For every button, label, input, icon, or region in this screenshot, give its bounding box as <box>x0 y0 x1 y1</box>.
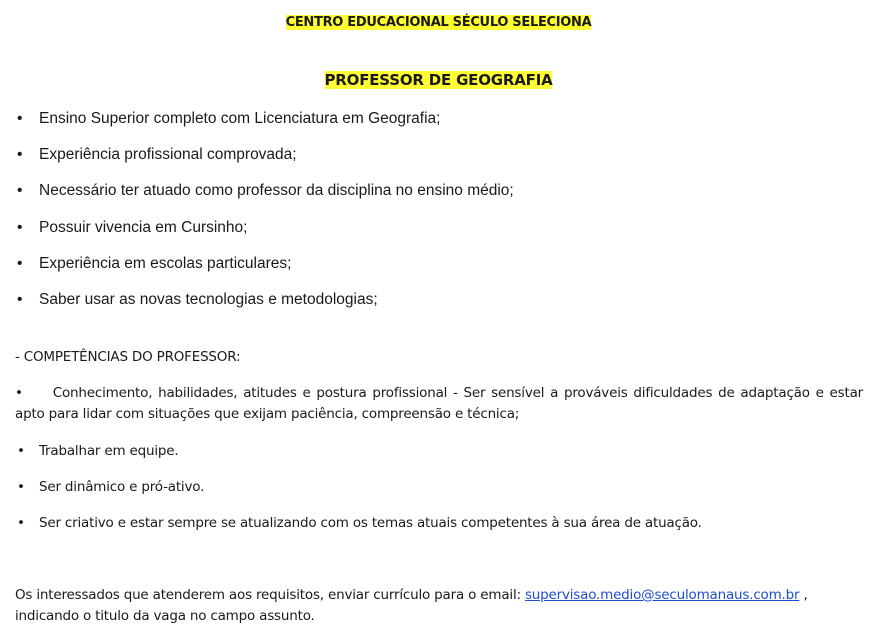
competency-text: Ser criativo e estar sempre se atualizando com os temas atuais competentes à sua área de atuação. <box>39 515 702 531</box>
bullet-icon: • <box>17 291 23 308</box>
competency-text: Ser dinâmico e pró-ativo. <box>39 479 205 495</box>
competency-first-text: Conhecimento, habilidades, atitudes e postura profissional - Ser sensível a prováveis dificuldades de adaptação e estar apto para lidar com situações que exijam paciência, compreensão e técnica; <box>15 385 863 422</box>
bullet-icon: • <box>17 110 23 127</box>
email-link[interactable]: supervisao.medio@seculomanaus.com.br <box>524 587 800 603</box>
bullet-icon: • <box>17 182 23 199</box>
requirement-text: Experiência em escolas particulares; <box>39 255 292 272</box>
requirement-text: Ensino Superior completo com Licenciatura em Geografia; <box>39 110 441 127</box>
bullet-icon: • <box>17 515 25 531</box>
competencies-heading: - COMPETÊNCIAS DO PROFESSOR: <box>15 349 241 365</box>
contact-before: Os interessados que atenderem aos requisitos, enviar currículo para o email: <box>15 587 525 603</box>
bullet-icon: • <box>17 479 25 495</box>
position-title <box>0 71 877 89</box>
competency-text: Trabalhar em equipe. <box>39 443 179 459</box>
contact-paragraph <box>15 585 863 627</box>
requirement-text: Possuir vivencia em Cursinho; <box>39 219 248 236</box>
requirement-text: Necessário ter atuado como professor da disciplina no ensino médio; <box>39 182 514 199</box>
requirement-text: Saber usar as novas tecnologias e metodologias; <box>39 291 378 308</box>
bullet-icon: • <box>17 146 23 163</box>
org-title <box>0 14 877 30</box>
bullet-icon: • <box>17 219 23 236</box>
bullet-icon: • <box>17 255 23 272</box>
org-title-text: CENTRO EDUCACIONAL SÉCULO SELECIONA <box>285 15 592 30</box>
position-title-text: PROFESSOR DE GEOGRAFIA <box>324 71 553 89</box>
bullet-icon: • <box>17 443 25 459</box>
requirement-text: Experiência profissional comprovada; <box>39 146 297 163</box>
competency-first <box>15 383 863 425</box>
bullet-icon: • <box>15 385 23 401</box>
contact-after: , indicando o titulo da vaga no campo assunto. <box>15 587 808 624</box>
